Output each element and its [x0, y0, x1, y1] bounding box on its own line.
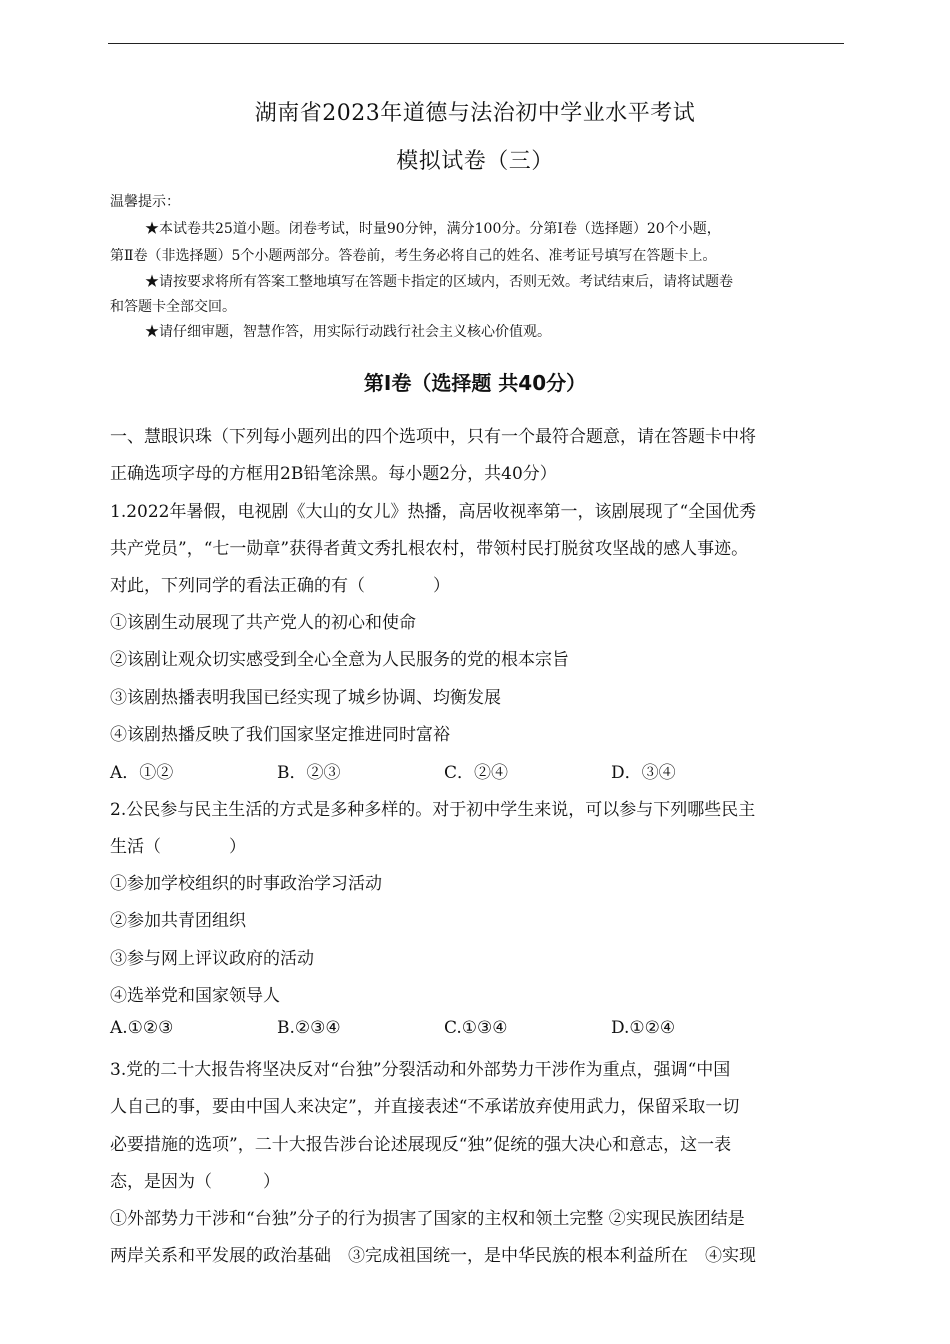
question-statement: ①参加学校组织的时事政治学习活动 — [110, 874, 382, 894]
question-stem: 两岸关系和平发展的政治基础 ③完成祖国统一，是中华民族的根本利益所在 ④实现 — [110, 1246, 756, 1266]
notice-line: 第Ⅱ卷（非选择题）5个小题两部分。答卷前，考生务必将自己的姓名、准考证号填写在答题卡上。 — [110, 248, 717, 264]
question-stem: 1.2022年暑假，电视剧《大山的女儿》热播，高居收视率第一，该剧展现了“全国优秀 — [110, 502, 757, 522]
question-statement: ④该剧热播反映了我们国家坚定推进同时富裕 — [110, 725, 450, 745]
question-statement: ③该剧热播表明我国已经实现了城乡协调、均衡发展 — [110, 688, 501, 708]
option-a: A．①② — [110, 763, 174, 783]
question-stem: 生活（ ） — [110, 837, 246, 857]
question-statement: ③参与网上评议政府的活动 — [110, 949, 314, 969]
option-d: D.①②④ — [611, 1018, 676, 1038]
notice-line: ★请按要求将所有答案工整地填写在答题卡指定的区域内，否则无效。考试结束后，请将试题卷 — [145, 274, 733, 290]
question-stem: 2.公民参与民主生活的方式是多种多样的。对于初中学生来说，可以参与下列哪些民主 — [110, 800, 756, 820]
question-stem: 人自己的事，要由中国人来决定”，并直接表述“不承诺放弃使用武力，保留采取一切 — [110, 1097, 740, 1117]
question-statement: ①该剧生动展现了共产党人的初心和使命 — [110, 613, 416, 633]
notice-line: 和答题卡全部交回。 — [110, 299, 236, 315]
question-statement: ②参加共青团组织 — [110, 911, 246, 931]
option-a: A.①②③ — [110, 1018, 174, 1038]
question-stem: 态，是因为（ ） — [110, 1172, 280, 1192]
question-stem: ①外部势力干涉和“台独”分子的行为损害了国家的主权和领土完整 ②实现民族团结是 — [110, 1209, 745, 1229]
exam-title: 湖南省2023年道德与法治初中学业水平考试 — [254, 101, 696, 126]
section-title: 第Ⅰ卷（选择题 共40分） — [363, 371, 587, 395]
section-intro: 正确选项字母的方框用2B铅笔涂黑。每小题2分，共40分） — [110, 464, 557, 484]
question-statement: ②该剧让观众切实感受到全心全意为人民服务的党的根本宗旨 — [110, 650, 569, 670]
question-stem: 共产党员”，“七一勋章”获得者黄文秀扎根农村，带领村民打脱贫攻坚战的感人事迹。 — [110, 539, 749, 559]
notice-line: ★本试卷共25道小题。闭卷考试，时量90分钟，满分100分。分第Ⅰ卷（选择题）20个小题， — [145, 221, 721, 237]
question-stem: 必要措施的选项”，二十大报告涉台论述展现反“独”促统的强大决心和意志，这一表 — [110, 1135, 732, 1155]
option-b: B．②③ — [277, 763, 341, 783]
question-statement: ④选举党和国家领导人 — [110, 986, 280, 1006]
notice-label: 温馨提示： — [110, 194, 180, 210]
question-stem: 对此，下列同学的看法正确的有（ ） — [110, 576, 450, 596]
section-intro: 一、慧眼识珠（下列每小题列出的四个选项中，只有一个最符合题意，请在答题卡中将 — [110, 427, 756, 447]
top-rule — [108, 43, 844, 44]
option-d: D．③④ — [611, 763, 676, 783]
option-c: C．②④ — [444, 763, 509, 783]
question-stem: 3.党的二十大报告将坚决反对“台独”分裂活动和外部势力干涉作为重点，强调“中国 — [110, 1060, 731, 1080]
notice-line: ★请仔细审题，智慧作答，用实际行动践行社会主义核心价值观。 — [145, 324, 551, 340]
option-c: C.①③④ — [444, 1018, 508, 1038]
exam-subtitle: 模拟试卷（三） — [396, 149, 554, 174]
option-b: B.②③④ — [277, 1018, 341, 1038]
